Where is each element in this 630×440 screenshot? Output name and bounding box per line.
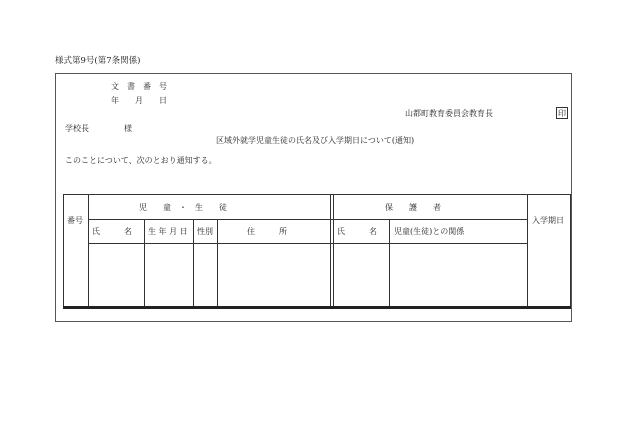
table-col-divider xyxy=(193,219,194,308)
table-subheader-divider xyxy=(88,243,528,244)
header-admission-date: 入学期日 xyxy=(532,216,564,225)
subject-title: 区域外就学児童生徒の氏名及び入学期日について(通知) xyxy=(216,136,415,145)
header-relation: 児童(生徒)との関係 xyxy=(394,227,465,236)
issuer: 山都町教育委員会教育長 xyxy=(405,109,493,118)
header-student: 児 童 ・ 生 徒 xyxy=(139,203,227,212)
table-col-divider xyxy=(144,219,145,308)
table-col-divider xyxy=(333,195,334,308)
seal-mark: 印 xyxy=(558,108,566,118)
header-birth-date: 生 年 月 日 xyxy=(148,227,188,236)
notification-table xyxy=(63,194,571,309)
table-col-divider xyxy=(88,195,89,308)
table-col-divider xyxy=(389,219,390,308)
honorific: 様 xyxy=(124,124,132,133)
header-address: 住 所 xyxy=(247,227,287,236)
header-number: 番号 xyxy=(67,216,83,225)
header-guardian: 保 護 者 xyxy=(385,203,441,212)
header-guardian-name: 氏 名 xyxy=(337,227,377,236)
date-label: 年 月 日 xyxy=(111,96,167,105)
body-text: このことについて、次のとおり通知する。 xyxy=(65,156,217,165)
document-number-label: 文 書 番 号 xyxy=(111,82,167,91)
table-col-divider xyxy=(217,219,218,308)
addressee-label: 学校長 xyxy=(65,124,89,133)
table-col-divider xyxy=(330,195,331,308)
form-number: 様式第9号(第7条関係) xyxy=(55,56,141,66)
table-header-divider xyxy=(88,219,528,220)
table-bottom-border xyxy=(63,306,571,309)
header-student-name: 氏 名 xyxy=(92,227,132,236)
header-gender: 性別 xyxy=(197,227,213,236)
table-col-divider xyxy=(527,195,528,308)
